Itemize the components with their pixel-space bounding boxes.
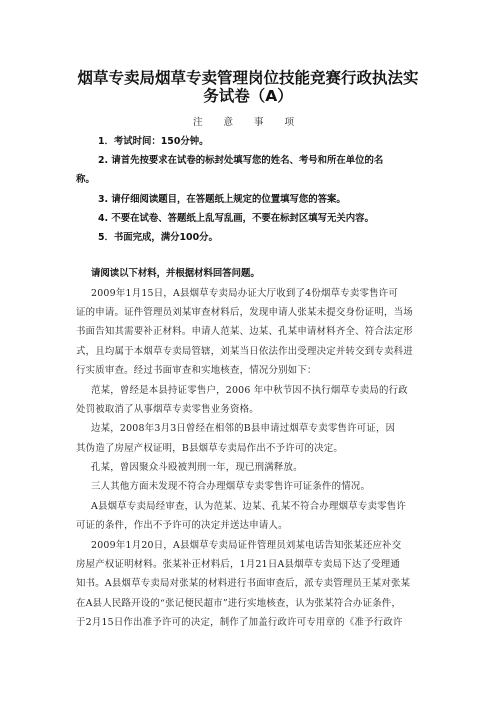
notice-heading: 注 意 事 项 xyxy=(192,117,304,128)
notice-item-3: 3. 请仔细阅读题目，在答题纸上规定的位置填写您的答案。 xyxy=(98,194,346,205)
body-line: 房屋产权证明材料。张某补正材料后，1月21日A县烟草专卖局下达了受理通 xyxy=(76,559,401,570)
body-line: 式，且均属于本烟草专卖局管辖，刘某当日依法作出受理决定并转交到专卖科进 xyxy=(76,346,413,357)
question-prompt: 请阅读以下材料，并根据材料回答问题。 xyxy=(91,268,260,279)
notice-item-5: 5．书面完成，满分100分。 xyxy=(98,232,218,243)
notice-item-4: 4. 不要在试卷、答题纸上乱写乱画，不要在标封区填写无关内容。 xyxy=(98,213,374,224)
body-line: 可证的条件，作出不予许可的决定并送达申请人。 xyxy=(76,520,288,531)
body-line: 其伪造了房屋产权证明，B县烟草专卖局作出不予许可的决定。 xyxy=(76,443,344,454)
body-line: 证的申请。证件管理员刘某审查材料后，发现申请人张某未提交身份证明，当场 xyxy=(76,307,413,318)
notice-item-2-continued: 称。 xyxy=(76,174,95,185)
body-line: 书面告知其需要补正材料。申请人范某、边某、孔某申请材料齐全、符合法定形 xyxy=(76,326,413,337)
notice-item-2: 2. 请首先按要求在试卷的标封处填写您的姓名、考号和所在单位的名 xyxy=(98,155,384,166)
body-line: 三人其他方面未发现不符合办理烟草专卖零售许可证条件的情况。 xyxy=(91,481,371,492)
notice-item-1: 1．考试时间：150分钟。 xyxy=(98,136,209,147)
body-line: 范某，曾经是本县持证零售户，2006 年中秋节因不执行烟草专卖局的行政 xyxy=(91,385,408,396)
body-line: 于2月15日作出准予许可的决定，制作了加盖行政许可专用章的《准予行政许 xyxy=(76,617,403,628)
body-line: 知书。A县烟草专卖局对张某的材料进行书面审查后，派专卖管理员王某对张某 xyxy=(76,578,411,589)
body-line: 2009年1月20日，A县烟草专卖局证件管理员刘某电话告知张某还应补交 xyxy=(91,540,402,551)
body-line: A县烟草专卖局经审查，认为范某、边某、孔某不符合办理烟草专卖零售许 xyxy=(91,501,407,512)
body-line: 2009年1月15日，A县烟草专卖局办证大厅收到了4份烟草专卖零售许可 xyxy=(91,288,398,299)
document-title-line-1: 烟草专卖局烟草专卖管理岗位技能竞赛行政执法实 xyxy=(77,69,419,87)
body-line: 孔某，曾因聚众斗殴被判刑一年，现已刑满释放。 xyxy=(91,462,303,473)
document-title-line-2: 务试卷（A） xyxy=(203,87,293,105)
body-line: 行实质审查。经过书面审查和实地核查，情况分别如下： xyxy=(76,365,317,376)
body-line: 边某，2008年3月3日曾经在相邻的B县申请过烟草专卖零售许可证，因 xyxy=(91,423,396,434)
body-line: 处罚被取消了从事烟草专卖零售业务资格。 xyxy=(76,404,259,415)
body-line: 在A县人民路开设的“张记便民超市”进行实地核查，认为张某符合办证条件， xyxy=(76,598,402,609)
